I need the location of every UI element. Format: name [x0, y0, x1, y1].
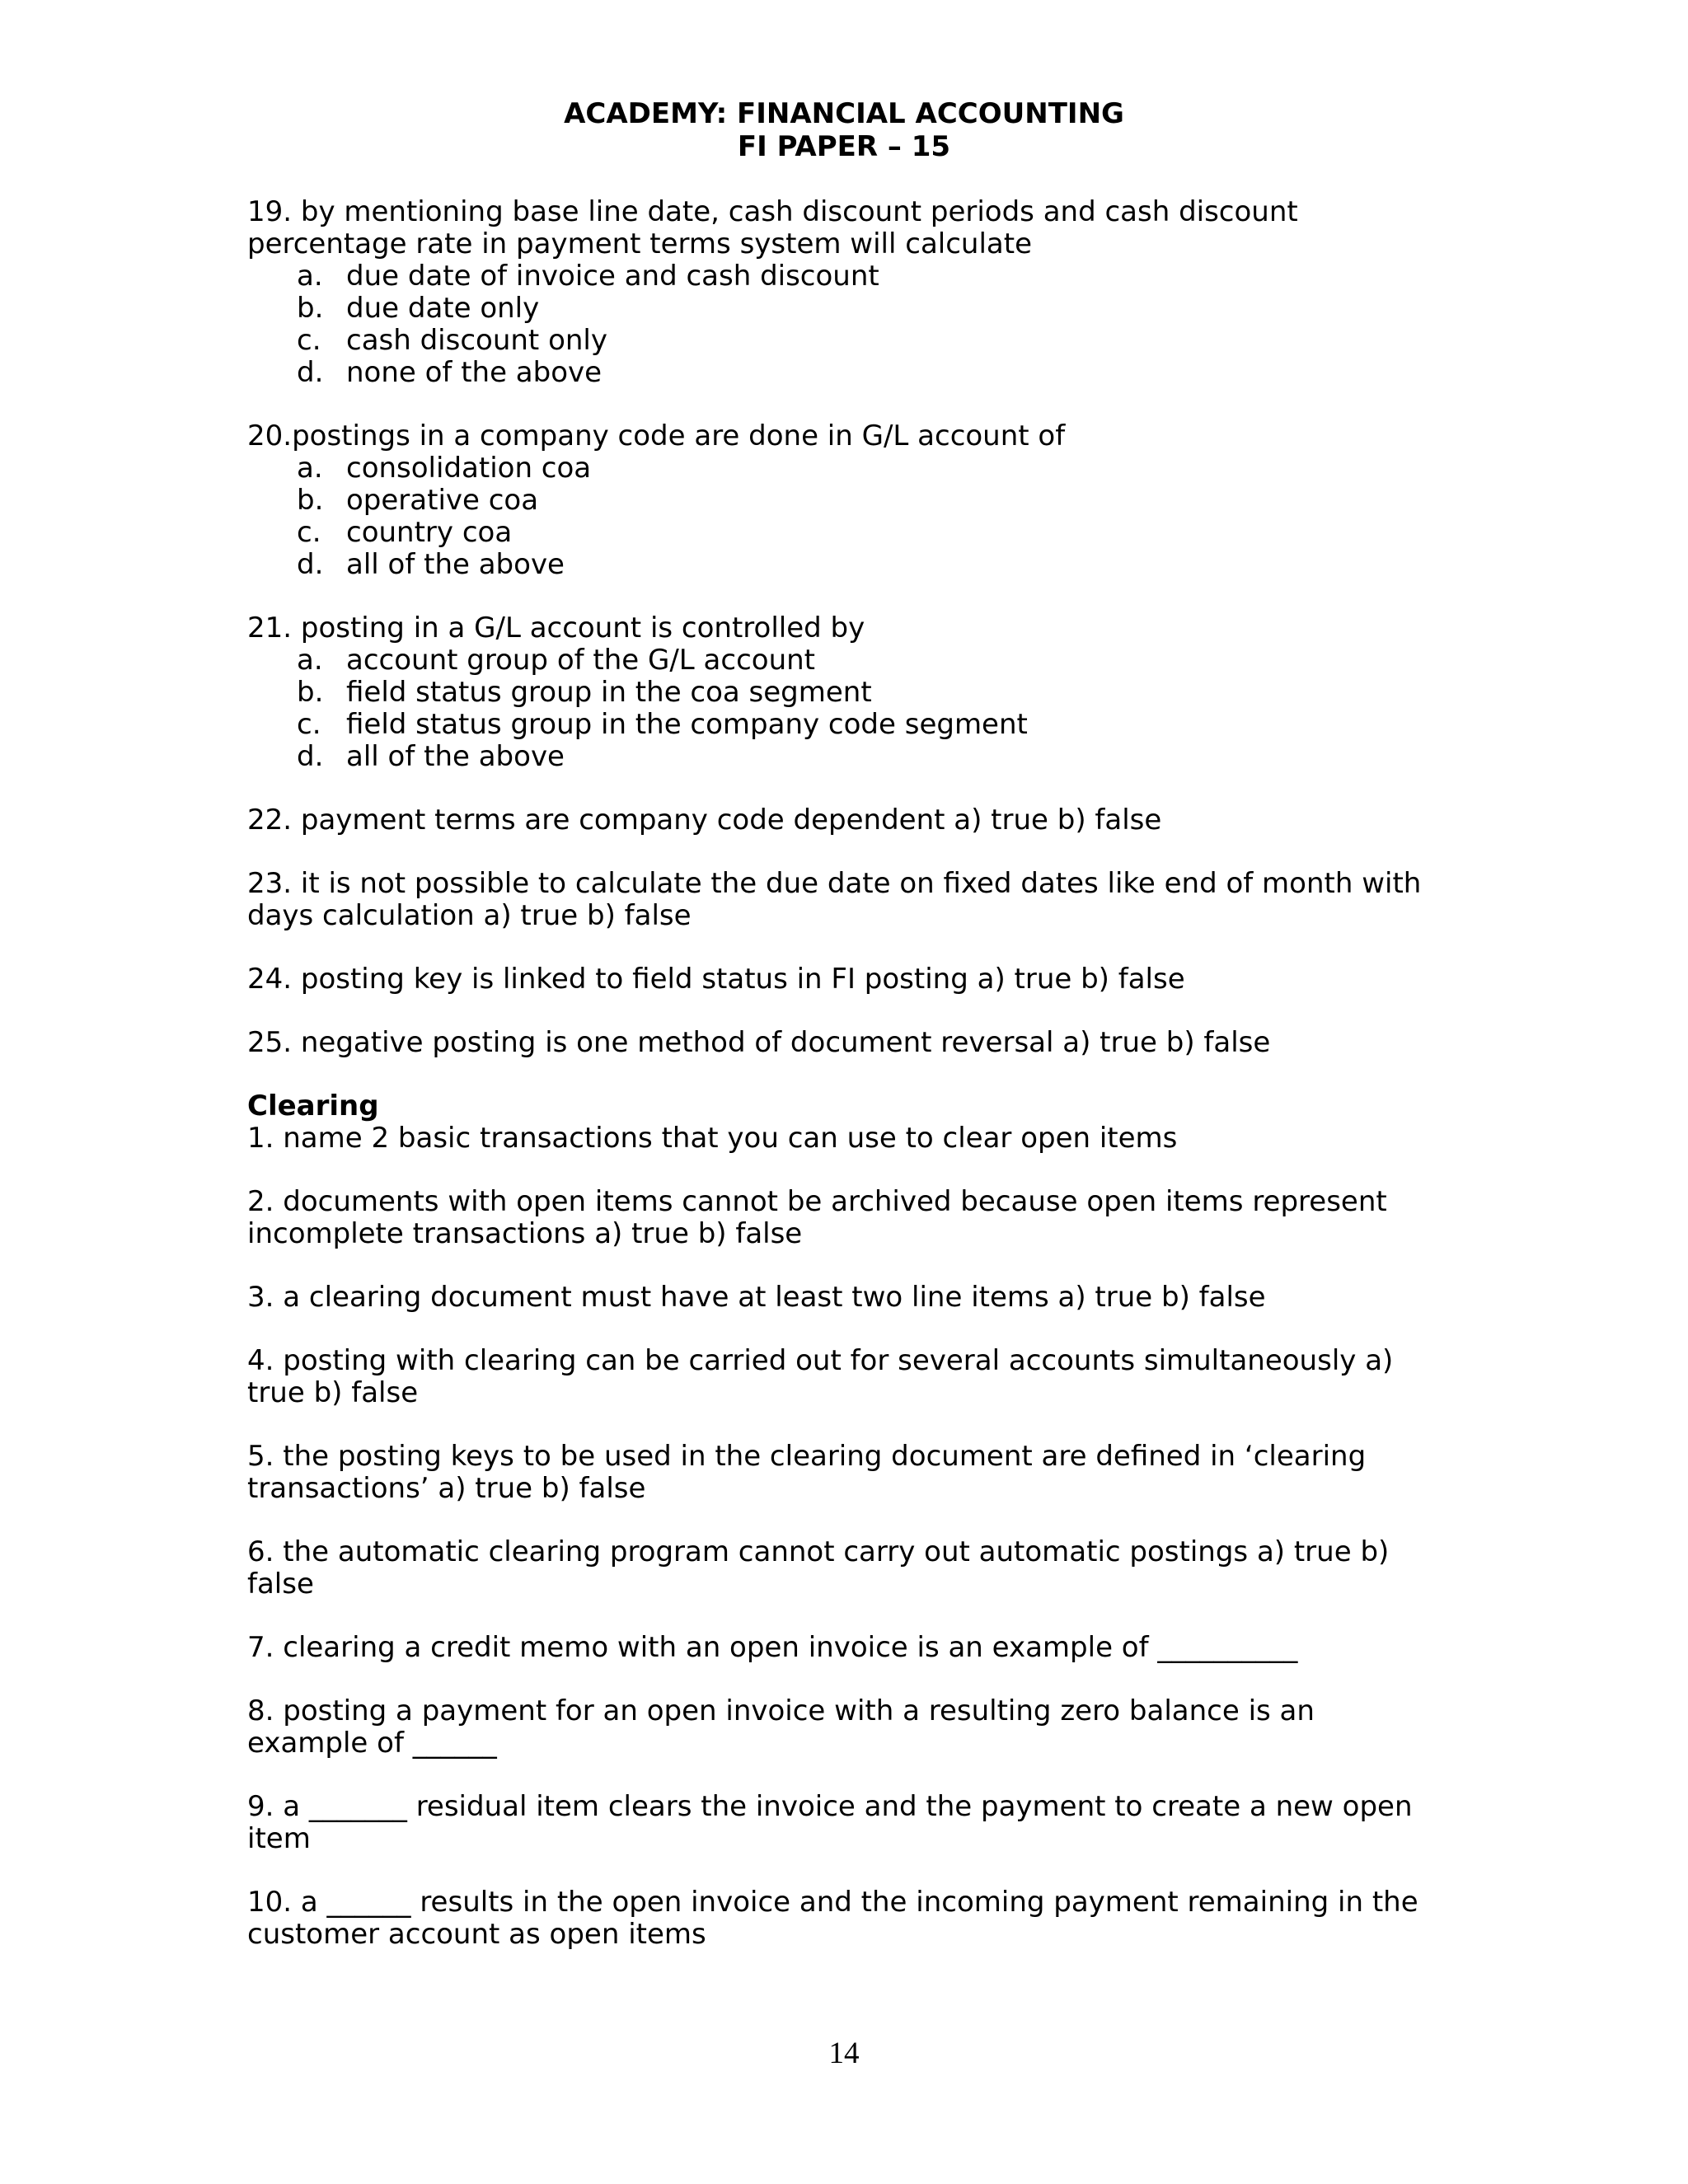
option-item	[297, 709, 1442, 741]
question-text: 19. by mentioning base line date, cash discount periods and cash discount percentage rate in payment terms system will calculate	[247, 195, 1298, 260]
clearing-question-2: 2. documents with open items cannot be archived because open items represent incomplete transactions a) true b) false	[247, 1185, 1387, 1250]
option-letter: c.	[297, 516, 321, 549]
clearing-section-start	[247, 1090, 1442, 1155]
option-item	[297, 357, 1442, 389]
question-23: 23. it is not possible to calculate the due date on fixed dates like end of month with days calculation a) true b) false	[247, 867, 1422, 932]
question-block-19	[247, 196, 1442, 389]
option-list	[247, 260, 1442, 389]
clearing-question-9: 9. a _______ residual item clears the invoice and the payment to create a new open item	[247, 1790, 1413, 1855]
option-item	[297, 677, 1442, 709]
option-text: all of the above	[346, 548, 565, 581]
option-item	[297, 517, 1442, 549]
section-heading-clearing: Clearing	[247, 1090, 379, 1122]
option-letter: a.	[297, 644, 323, 677]
clearing-question-6: 6. the automatic clearing program cannot carry out automatic postings a) true b) false	[247, 1535, 1390, 1601]
option-text: field status group in the coa segment	[346, 676, 872, 709]
option-item	[297, 452, 1442, 485]
clearing-question-8: 8. posting a payment for an open invoice with a resulting zero balance is an example of ______	[247, 1694, 1315, 1760]
clearing-question-5: 5. the posting keys to be used in the clearing document are defined in ‘clearing transactions’ a) true b) false	[247, 1440, 1367, 1505]
question-22: 22. payment terms are company code dependent a) true b) false	[247, 804, 1162, 837]
option-letter: a.	[297, 452, 323, 485]
option-text: operative coa	[346, 484, 539, 517]
option-text: country coa	[346, 516, 513, 549]
question-text: 21. posting in a G/L account is controlled by	[247, 612, 865, 644]
clearing-question-3: 3. a clearing document must have at least two line items a) true b) false	[247, 1281, 1266, 1314]
clearing-question-7: 7. clearing a credit memo with an open invoice is an example of __________	[247, 1631, 1298, 1664]
option-letter: b.	[297, 676, 324, 709]
question-block-21	[247, 612, 1442, 773]
option-text: consolidation coa	[346, 452, 592, 485]
question-24: 24. posting key is linked to field status in FI posting a) true b) false	[247, 963, 1185, 996]
option-text: all of the above	[346, 740, 565, 773]
clearing-question-4: 4. posting with clearing can be carried out for several accounts simultaneously a) true b) false	[247, 1344, 1394, 1409]
option-text: none of the above	[346, 356, 603, 389]
option-text: due date only	[346, 292, 540, 325]
option-item	[297, 549, 1442, 581]
option-list	[247, 452, 1442, 581]
question-text: 20.postings in a company code are done in G/L account of	[247, 419, 1066, 452]
header-title: ACADEMY: FINANCIAL ACCOUNTING	[564, 97, 1124, 130]
option-item	[297, 260, 1442, 293]
clearing-question-10: 10. a ______ results in the open invoice and the incoming payment remaining in the customer account as open items	[247, 1886, 1418, 1951]
clearing-question-1: 1. name 2 basic transactions that you can use to clear open items	[247, 1122, 1178, 1155]
option-item	[297, 741, 1442, 773]
option-text: account group of the G/L account	[346, 644, 816, 677]
option-item	[297, 325, 1442, 357]
option-text: cash discount only	[346, 324, 607, 357]
option-letter: d.	[297, 548, 324, 581]
document-body	[247, 196, 1442, 1982]
option-letter: c.	[297, 324, 321, 357]
option-letter: d.	[297, 740, 324, 773]
option-letter: b.	[297, 484, 324, 517]
option-letter: a.	[297, 260, 323, 293]
option-item	[297, 485, 1442, 517]
question-25: 25. negative posting is one method of document reversal a) true b) false	[247, 1026, 1271, 1059]
page-number: 14	[828, 2036, 860, 2070]
header-subtitle: FI PAPER – 15	[737, 130, 951, 163]
option-item	[297, 293, 1442, 325]
option-letter: b.	[297, 292, 324, 325]
question-block-20	[247, 420, 1442, 581]
document-header	[0, 97, 1688, 163]
option-text: field status group in the company code segment	[346, 708, 1028, 741]
option-text: due date of invoice and cash discount	[346, 260, 879, 293]
option-list	[247, 644, 1442, 773]
option-letter: d.	[297, 356, 324, 389]
option-item	[297, 644, 1442, 677]
option-letter: c.	[297, 708, 321, 741]
